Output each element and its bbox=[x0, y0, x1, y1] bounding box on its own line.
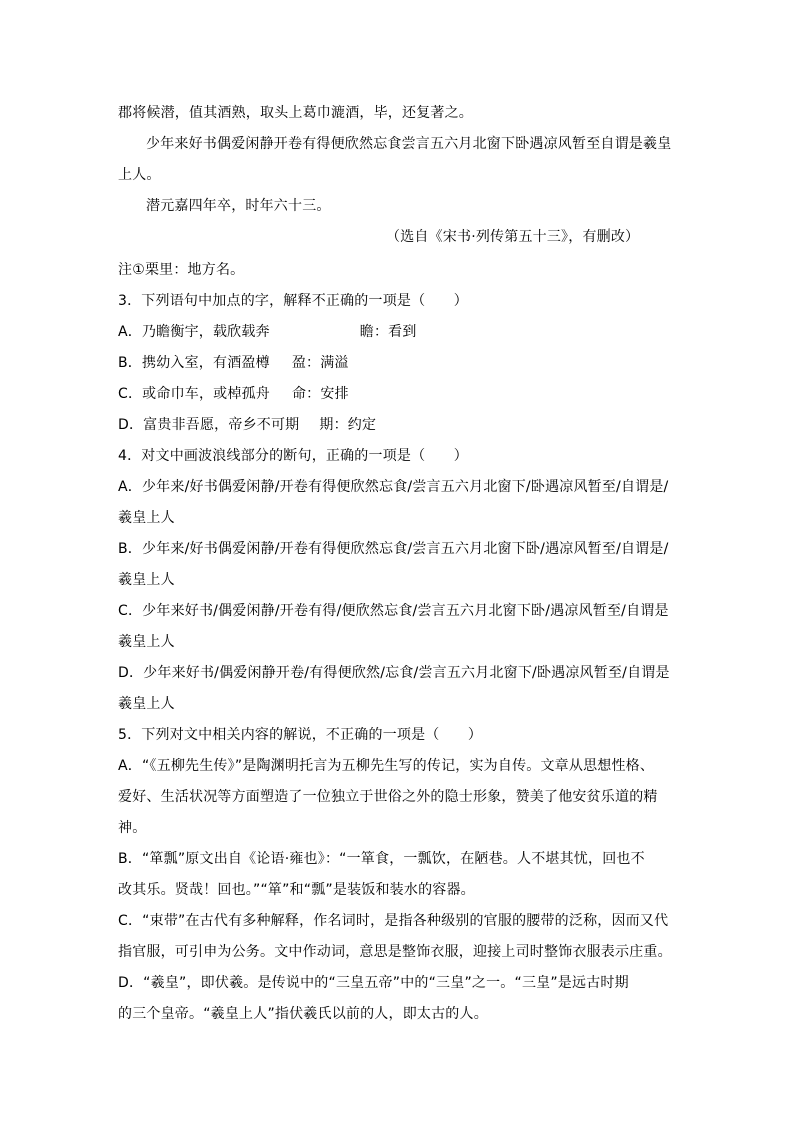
question-4-option-a: A．少年来/好书偶爱闲静/开卷有得便欣然忘食/尝言五六月北窗下/卧遇凉风暂至/自谓是/ bbox=[118, 479, 669, 495]
option-text: D．富贵非吾愿，帝乡不可期 bbox=[118, 417, 300, 433]
question-4-option-c: C．少年来好书/偶爱闲静/开卷有得/便欣然忘食/尝言五六月北窗下卧/遇凉风暂至/自谓是 bbox=[118, 603, 669, 619]
question-3-option-b bbox=[118, 354, 349, 372]
passage-line: 潜元嘉四年卒，时年六十三。 bbox=[146, 198, 331, 214]
question-4-option-d: D．少年来好书/偶爱闲静开卷/有得便欣然/忘食/尝言五六月北窗下/卧遇凉风暂至/自谓是 bbox=[118, 665, 670, 681]
question-5-stem: 5．下列对文中相关内容的解说，不正确的一项是（ ） bbox=[118, 727, 483, 743]
footnote: 注①栗里：地方名。 bbox=[118, 262, 245, 278]
question-5-option-d: D．“羲皇”，即伏羲。是传说中的“三皇五帝”中的“三皇”之一。“三皇”是远古时期 bbox=[118, 975, 629, 991]
question-3-option-d bbox=[118, 416, 376, 434]
passage-line-wavy: 上人。 bbox=[118, 167, 161, 183]
question-5-option-a-cont: 神。 bbox=[118, 820, 147, 836]
question-4-option-b-cont: 羲皇上人 bbox=[118, 572, 175, 588]
question-5-option-b: B．“箪瓢”原文出自《论语·雍也》：“一箪食，一瓢饮，在陋巷。人不堪其忧，回也不 bbox=[118, 851, 645, 867]
question-4-option-c-cont: 羲皇上人 bbox=[118, 634, 175, 650]
question-3-stem: 3．下列语句中加点的字，解释不正确的一项是（ ） bbox=[118, 293, 468, 309]
option-gloss: 命：安排 bbox=[291, 386, 349, 402]
question-5-option-a: A．“《五柳先生传》”是陶渊明托言为五柳先生写的传记，实为自传。文章从思想性格、 bbox=[118, 758, 655, 774]
question-5-option-d-cont: 的三个皇帝。“羲皇上人”指伏羲氏以前的人，即太古的人。 bbox=[118, 1006, 488, 1022]
option-text: B．携幼入室，有酒盈樽 bbox=[118, 355, 270, 371]
option-gloss: 瞻：看到 bbox=[359, 324, 417, 340]
question-5-option-b-cont: 改其乐。贤哉！回也。”“箪”和“瓢”是装饭和装水的容器。 bbox=[118, 882, 475, 898]
question-4-option-a-cont: 羲皇上人 bbox=[118, 510, 175, 526]
question-3-option-a bbox=[118, 323, 417, 341]
passage-line: 郡将候潜，值其酒熟，取头上葛巾漉酒，毕，还复著之。 bbox=[118, 105, 473, 121]
passage-source: （选自《宋书·列传第五十三》，有删改） bbox=[386, 229, 640, 245]
question-4-option-b: B．少年来/好书偶爱闲静/开卷有得便欣然忘食/尝言五六月北窗下卧/遇凉风暂至/自谓是/ bbox=[118, 541, 669, 557]
passage-line-wavy: 少年来好书偶爱闲静开卷有得便欣然忘食尝言五六月北窗下卧遇凉风暂至自谓是羲皇 bbox=[146, 136, 672, 152]
question-3-option-c bbox=[118, 385, 349, 403]
option-text: C．或命巾车，或棹孤舟 bbox=[118, 386, 270, 402]
question-5-option-a-cont: 爱好、生活状况等方面塑造了一位独立于世俗之外的隐士形象，赞美了他安贫乐道的精 bbox=[118, 789, 658, 805]
question-5-option-c-cont: 指官服，可引申为公务。文中作动词，意思是整饰衣服，迎接上司时整饰衣服表示庄重。 bbox=[118, 944, 672, 960]
option-text: A．乃瞻衡宇，载欣载奔 bbox=[118, 324, 270, 340]
option-gloss: 盈：满溢 bbox=[291, 355, 349, 371]
question-4-stem: 4．对文中画波浪线部分的断句，正确的一项是（ ） bbox=[118, 448, 468, 464]
question-4-option-d-cont: 羲皇上人 bbox=[118, 696, 175, 712]
option-gloss: 期：约定 bbox=[319, 417, 377, 433]
question-5-option-c: C．“束带”在古代有多种解释，作名词时，是指各种级别的官服的腰带的泛称，因而又代 bbox=[118, 913, 669, 929]
